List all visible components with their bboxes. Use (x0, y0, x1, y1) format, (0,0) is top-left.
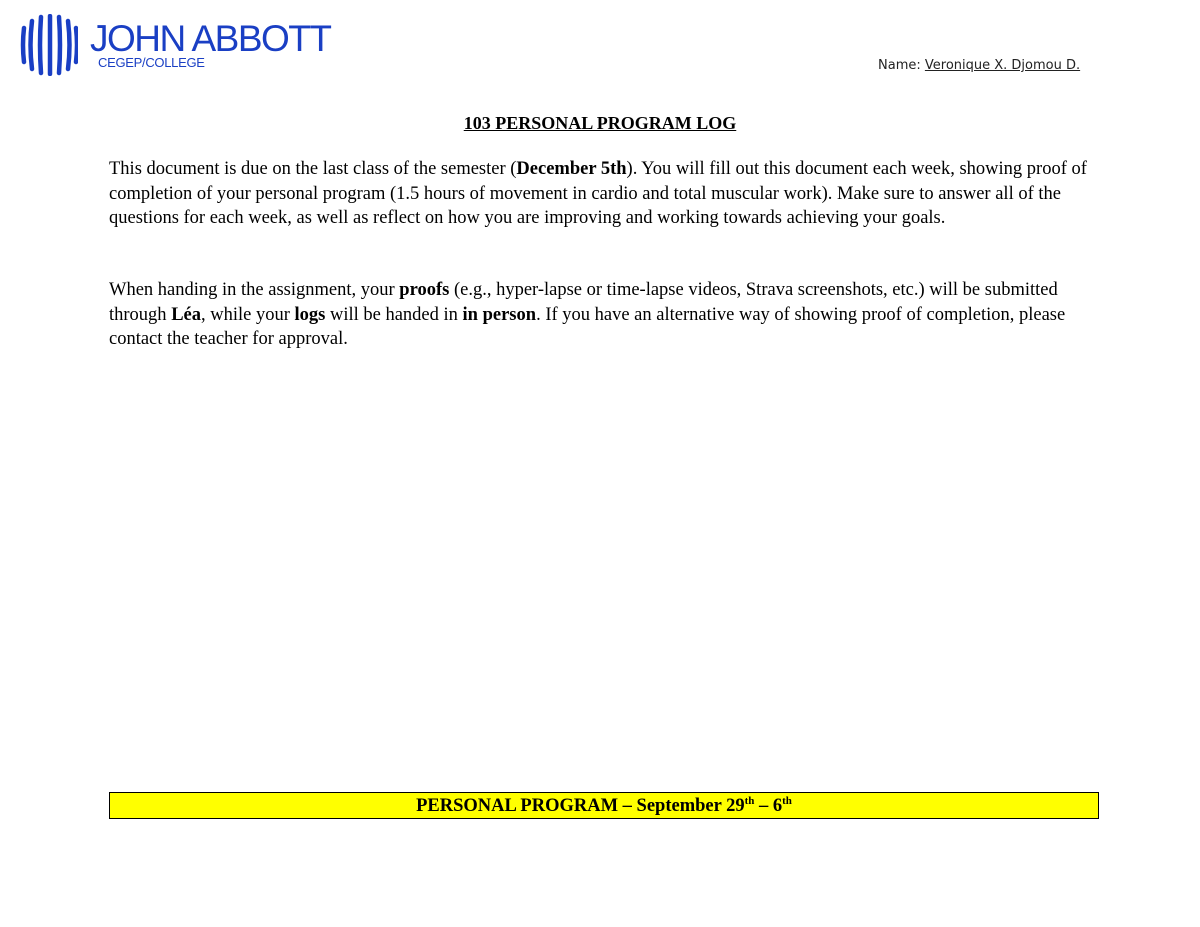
logo-stripes-icon (20, 14, 78, 76)
lea-term: Léa (171, 304, 201, 325)
in-person-term: in person (462, 304, 537, 325)
week-banner (109, 792, 1099, 819)
submission-paragraph (109, 278, 1099, 352)
name-value: Veronique X. Djomou D. (924, 58, 1081, 73)
p1-text-1: This document is due on the last class of the semester ( (109, 159, 517, 179)
student-name (878, 58, 1080, 73)
p2-text-4: will be handed in (325, 304, 463, 325)
banner-text-2: – 6 (754, 796, 783, 816)
banner-sup-1: th (744, 795, 755, 807)
due-date-paragraph (109, 157, 1099, 231)
banner-text-1: PERSONAL PROGRAM – September 29 (416, 796, 745, 816)
logo-title: JOHN ABBOTT (90, 18, 331, 59)
p2-text-1: When handing in the assignment, your (109, 280, 400, 300)
name-label: Name: (878, 58, 921, 73)
p2-text-2: (e.g., hyper-lapse or time-lapse videos, Strava screenshots, etc.) will be submitted through (109, 280, 1058, 325)
p2-text-3: , while your (201, 304, 295, 325)
p2-text-5: . If you have an alternative way of showing proof of completion, please contact the teacher for approval. (109, 304, 1066, 349)
logo-subtitle: CEGEP/COLLEGE (98, 55, 205, 70)
due-date: December 5th (516, 159, 627, 179)
document-title: 103 PERSONAL PROGRAM LOG (463, 113, 737, 133)
proofs-term: proofs (399, 280, 450, 300)
logs-term: logs (294, 304, 326, 325)
college-logo (20, 14, 330, 76)
banner-sup-2: th (782, 795, 792, 807)
p1-text-2: ). You will fill out this document each week, showing proof of completion of your personal program (1.5 hours of movement in cardio and total muscular work). Make sure to answer all of the questions for each week, as well as reflect on how you are improving and working towards achieving your goals. (109, 159, 1087, 228)
